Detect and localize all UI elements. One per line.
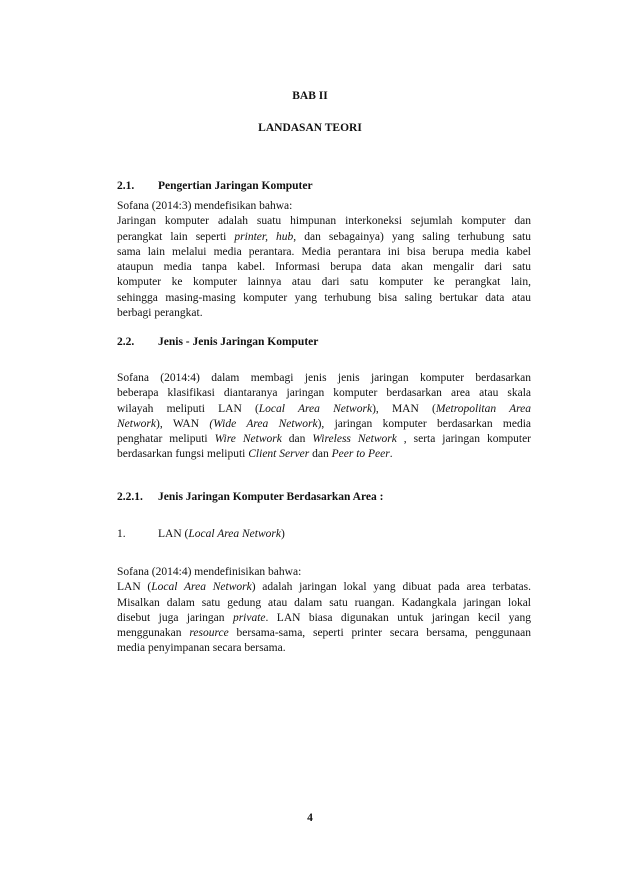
text-line: media penyimpanan secara bersama. xyxy=(117,642,286,655)
text-line: Sofana (2014:4) dalam membagi jenis jenis jaringan komputer berdasarkan xyxy=(117,372,531,384)
text-line: Network), WAN (Wide Area Network), jaringan komputer berdasarkan media xyxy=(117,417,532,430)
text-line: sama lain melalui media perantara. Media perantara ini bisa berupa media kabel xyxy=(117,245,531,258)
section-title: Jenis - Jenis Jaringan Komputer xyxy=(158,336,319,348)
text-line: Jaringan komputer adalah suatu himpunan interkoneksi sejumlah komputer dan xyxy=(117,215,531,228)
section-title: Pengertian Jaringan Komputer xyxy=(158,180,313,192)
section-number: 2.1. xyxy=(117,180,135,192)
section-2-2-paragraph xyxy=(117,371,531,463)
text-line: wilayah meliputi LAN (Local Area Network), MAN (Metropolitan Area xyxy=(117,402,532,415)
text-line: komputer ke komputer lainnya atau dari satu komputer ke perangkat lain, xyxy=(117,276,531,289)
section-number: 2.2.1. xyxy=(117,491,143,503)
chapter-label: BAB II xyxy=(292,90,328,102)
chapter-title: LANDASAN TEORI xyxy=(258,122,362,134)
section-title: Jenis Jaringan Komputer Berdasarkan Area : xyxy=(158,491,384,503)
lan-paragraph xyxy=(117,565,531,657)
item-label: LAN ( xyxy=(158,528,189,540)
text-line: beberapa klasifikasi diantaranya jaringan komputer berdasarkan area atau skala xyxy=(117,387,531,400)
text-line: berdasarkan fungsi meliputi Client Server dan Peer to Peer. xyxy=(117,448,393,461)
text-line: perangkat lain seperti printer, hub, dan sebagainya) yang saling terhubung satu xyxy=(117,230,532,243)
text-line: penghatar meliputi Wire Network dan Wireless Network , serta jaringan komputer xyxy=(117,433,532,446)
section-2-2-heading xyxy=(117,336,318,348)
text-line: disebut juga jaringan private. LAN biasa digunakan untuk jaringan kecil yang xyxy=(117,611,531,624)
section-2-2-1-heading xyxy=(117,491,383,503)
text-line: sehingga masing-masing komputer yang terhubung bisa saling bertukar data atau xyxy=(117,291,531,304)
text-line: LAN (Local Area Network) adalah jaringan lokal yang dibuat pada area terbatas. xyxy=(117,581,532,594)
item-number: 1. xyxy=(117,528,126,540)
section-2-1-paragraph xyxy=(117,199,531,321)
text-line: Sofana (2014:4) mendefinisikan bahwa: xyxy=(117,566,302,578)
lan-item-heading xyxy=(117,528,285,540)
section-2-1-heading xyxy=(117,180,313,192)
text-line: berbagi perangkat. xyxy=(117,307,203,320)
text-line: menggunakan resource bersama-sama, seperti printer secara bersama, penggunaan xyxy=(117,627,531,640)
text-line: Sofana (2014:3) mendefisikan bahwa: xyxy=(117,200,293,212)
item-label-end: ) xyxy=(280,528,285,540)
text-line: ataupun media tanpa kabel. Informasi berupa data akan mengalir dari satu xyxy=(117,261,531,274)
page-number: 4 xyxy=(307,812,313,824)
section-number: 2.2. xyxy=(117,336,135,348)
item-label-italic: Local Area Network xyxy=(188,528,281,540)
text-line: Misalkan dalam satu gedung atau dalam satu ruangan. Kadangkala jaringan lokal xyxy=(117,596,531,609)
